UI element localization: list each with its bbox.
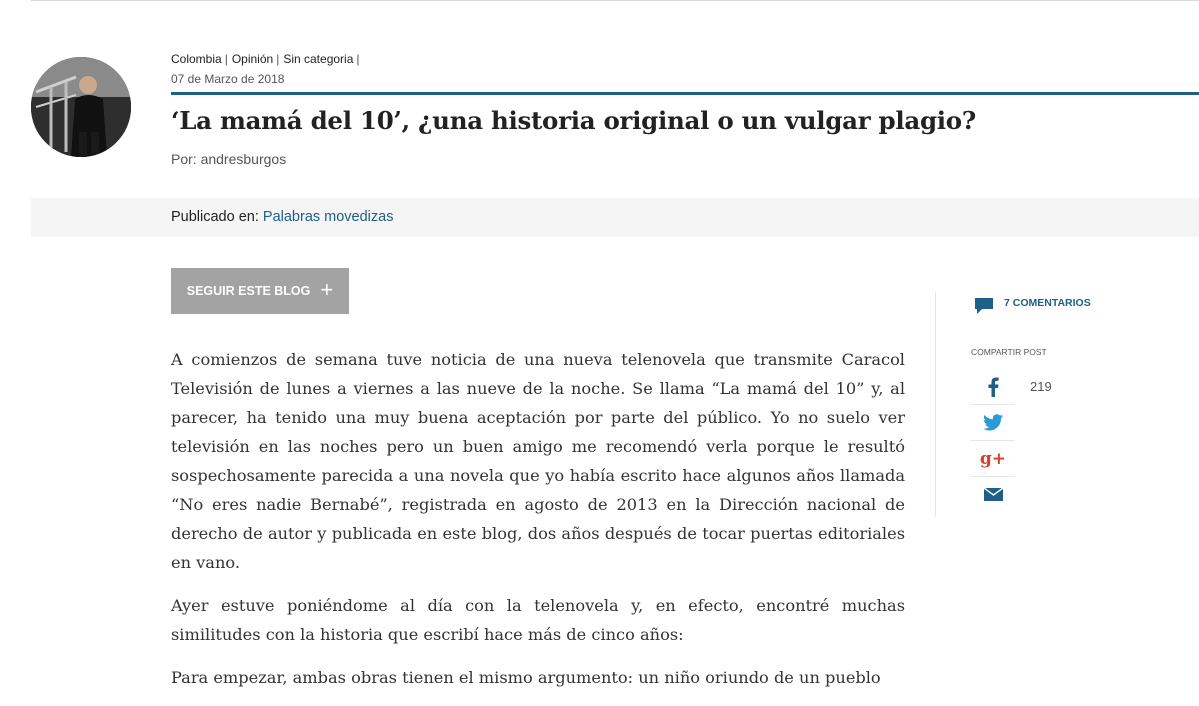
- published-label: Publicado en:: [171, 209, 259, 225]
- article-paragraph: Para empezar, ambas obras tienen el mismo argumento: un niño oriundo de un pueblo: [171, 668, 881, 687]
- category-link[interactable]: Opinión: [231, 52, 274, 66]
- comments-link[interactable]: [973, 296, 1091, 316]
- facebook-share-button[interactable]: [971, 369, 1015, 405]
- byline: [171, 151, 286, 167]
- article-paragraph: Ayer estuve poniéndome al día con la telenovela y, en efecto, encontré muchas similitudes con la historia que escribí hace más de cinco años:: [171, 596, 905, 644]
- author-link[interactable]: andresburgos: [200, 151, 287, 167]
- article-paragraph: A comienzos de semana tuve noticia de una nueva telenovela que transmite Caracol Televisión de lunes a viernes a las nueve de la noche. Se llama “La mamá del 10” y, al parecer, ha tenido una muy buena aceptación por parte del público. Yo no suelo ver televisión en las noches pero un buen amigo me recomendó verla porque le resultó sospechosamente parecida a una novela que yo había escrito hace algunos años llamada “No eres nadie Bernabé”, registrada en agosto de 2013 en la Dirección nacional de derecho de autor y publicada en este blog, dos años después de tocar puertas editoriales en vano.: [171, 350, 905, 572]
- category-link[interactable]: Sin categoria: [283, 52, 354, 66]
- header-divider: [171, 92, 1199, 95]
- published-in-bar: [31, 198, 1199, 237]
- facebook-icon: [987, 377, 999, 397]
- google-plus-icon: g+: [979, 448, 1007, 469]
- publish-date: 07 de Marzo de 2018: [171, 72, 285, 86]
- email-share-button[interactable]: [971, 477, 1015, 512]
- share-buttons: [971, 369, 1015, 512]
- follow-blog-label: SEGUIR ESTE BLOG: [186, 284, 311, 298]
- sidebar-divider: [935, 292, 936, 517]
- follow-blog-button[interactable]: [171, 268, 349, 314]
- category-link[interactable]: Colombia: [171, 52, 222, 66]
- twitter-share-button[interactable]: [971, 405, 1015, 441]
- share-label: COMPARTIR POST: [971, 347, 1047, 357]
- comments-count: 7 COMENTARIOS: [1004, 297, 1091, 309]
- email-icon: [984, 488, 1003, 501]
- comment-icon: [973, 296, 995, 316]
- top-divider: [31, 0, 1199, 1]
- facebook-share-count: 219: [1030, 379, 1052, 394]
- author-avatar[interactable]: [31, 57, 131, 157]
- category-separator: |: [276, 52, 280, 66]
- blog-link[interactable]: Palabras movedizas: [262, 209, 394, 225]
- article-body: [171, 345, 905, 706]
- author-photo: [31, 57, 131, 157]
- article-title: ‘La mamá del 10’, ¿una historia original o un vulgar plagio?: [171, 106, 976, 135]
- google-plus-share-button[interactable]: [971, 441, 1015, 477]
- category-list: [171, 52, 364, 66]
- category-separator: |: [356, 52, 360, 66]
- byline-label: Por:: [171, 151, 197, 167]
- plus-icon: +: [320, 277, 334, 302]
- category-separator: |: [224, 52, 228, 66]
- twitter-icon: [983, 414, 1003, 431]
